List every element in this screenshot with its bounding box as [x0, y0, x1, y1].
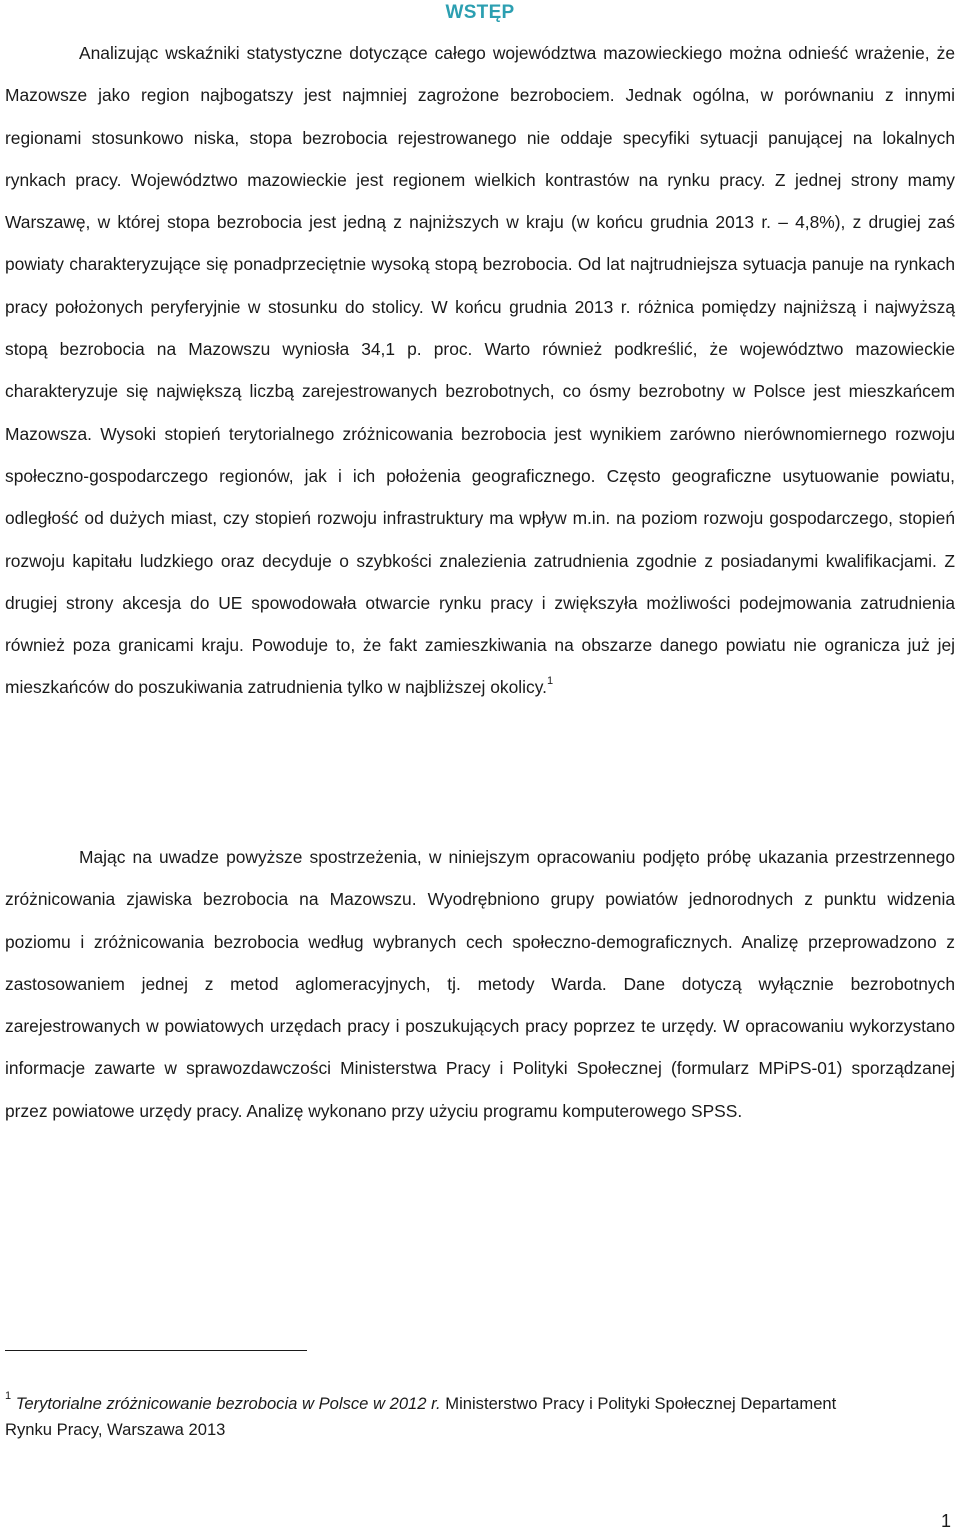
- paragraph-2: Mając na uwadze powyższe spostrzeżenia, w niniejszym opracowaniu podjęto próbę ukazania przestrzennego zróżnicowania zjawiska bezrobocia na Mazowszu. Wyodrębniono grupy powiatów jednorodnych z punktu widzenia poziomu i zróżnicowania bezrobocia według wybranych cech społeczno-demograficznych. Analizę przeprowadzono z zastosowaniem jednej z metod aglomeracyjnych, tj. metody Warda. Dane dotyczą wyłącznie bezrobotnych zarejestrowanych w powiatowych urzędach pracy i poszukujących pracy poprzez te urzędy. W opracowaniu wykorzystano informacje zawarte w sprawozdawczości Ministerstwa Pracy i Polityki Społecznej (formularz MPiPS-01) sporządzanej przez powiatowe urzędy pracy. Analizę wykonano przy użyciu programu komputerowego SPSS.: [5, 847, 955, 1121]
- footnote-reference[interactable]: 1: [546, 674, 554, 687]
- footnote-divider: [5, 1350, 307, 1351]
- page-number: 1: [940, 1511, 951, 1531]
- paragraph-1: [5, 32, 955, 709]
- section-title: WSTĘP: [445, 2, 515, 23]
- footnote-source-title: Terytorialne zróżnicowanie bezrobocia w Polsce w 2012 r.: [15, 1394, 441, 1413]
- paragraph-1-text: Analizując wskaźniki statystyczne dotyczące całego województwa mazowieckiego można odnieść wrażenie, że Mazowsze jako region najbogatszy jest najmniej zagrożone bezrobociem. Jednak ogólna, w porównaniu z innymi regionami stosunkowo niska, stopa bezrobocia rejestrowanego nie oddaje specyfiki sytuacji panującej na lokalnych rynkach pracy. Województwo mazowieckie jest regionem wielkich kontrastów na rynku pracy. Z jednej strony mamy Warszawę, w której stopa bezrobocia jest jedną z najniższych w kraju (w końcu grudnia 2013 r. – 4,8%), z drugiej zaś powiaty charakteryzujące się ponadprzeciętnie wysoką stopą bezrobocia. Od lat najtrudniejsza sytuacja panuje na rynkach pracy położonych peryferyjnie w stosunku do stolicy. W końcu grudnia 2013 r. różnica pomiędzy najniższą i najwyższą stopą bezrobocia na Mazowszu wyniosła 34,1 p. proc. Warto również podkreślić, że województwo mazowieckie charakteryzuje się największą liczbą zarejestrowanych bezrobotnych, co ósmy bezrobotny w Polsce jest mieszkańcem Mazowsza. Wysoki stopień terytorialnego zróżnicowania bezrobocia jest wynikiem zarówno nierównomiernego rozwoju społeczno-gospodarczego regionów, jak i ich położenia geograficznego. Często geograficzne usytuowanie powiatu, odległość od dużych miast, czy stopień rozwoju infrastruktury ma wpływ m.in. na poziom rozwoju gospodarczego, stopień rozwoju kapitału ludzkiego oraz decyduje o szybkości znalezienia zatrudnienia zgodnie z posiadanymi kwalifikacjami. Z drugiej strony akcesja do UE spowodowała otwarcie rynku pracy i zwiększyła możliwości podejmowania zatrudnienia również poza granicami kraju. Powoduje to, że fakt zamieszkiwania na obszarze danego powiatu nie ogranicza już jej mieszkańców do poszukiwania zatrudnienia tylko w najbliższej okolicy.: [5, 43, 955, 698]
- footnote-source-details: Ministerstwo Pracy i Polityki Społecznej Departament Rynku Pracy, Warszawa 2013: [5, 1394, 837, 1439]
- intro-paragraph-block: [5, 32, 955, 709]
- footnote: [5, 1391, 885, 1443]
- footnote-number: 1: [5, 1390, 12, 1403]
- methods-paragraph-block: [5, 836, 955, 1132]
